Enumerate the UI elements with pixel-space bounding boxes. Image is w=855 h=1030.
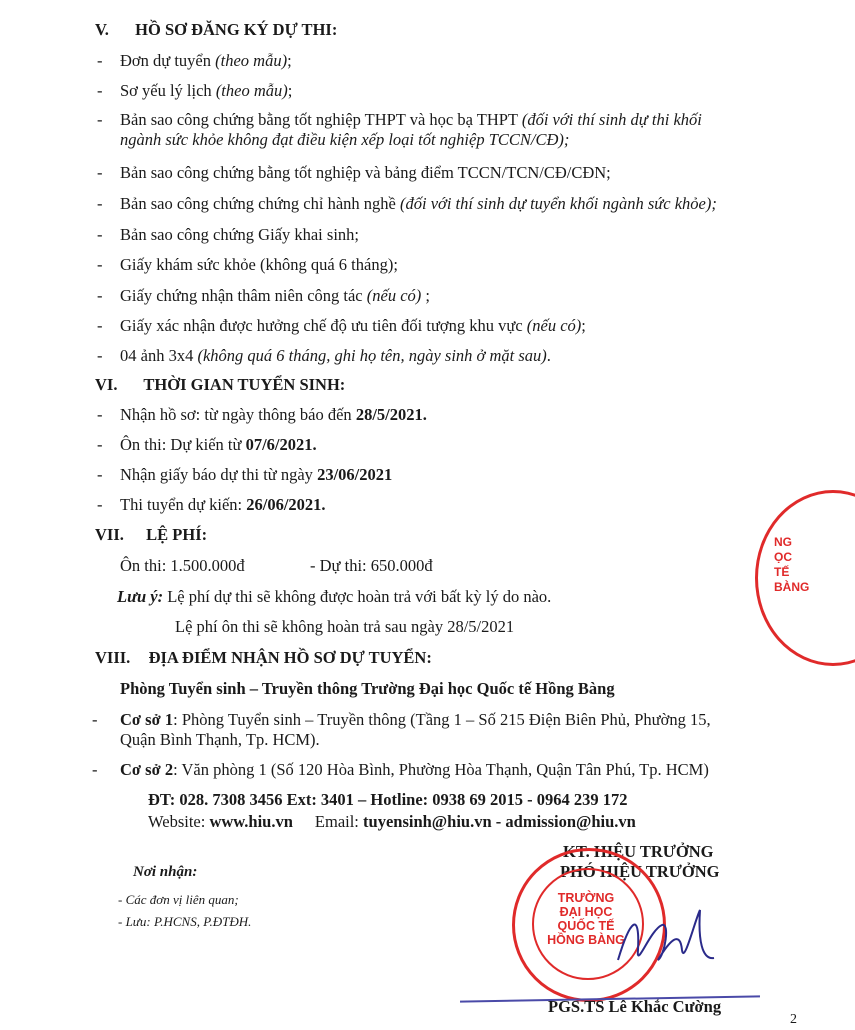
item-punct: ; — [287, 81, 293, 100]
website-link[interactable]: www.hiu.vn — [209, 812, 293, 831]
campus-1 — [120, 710, 711, 730]
seal-line: ỌC — [774, 550, 792, 564]
seal-line: TẾ — [774, 565, 790, 579]
item-text: Nhận giấy báo dự thi từ ngày — [120, 465, 318, 484]
list-item — [120, 286, 430, 306]
bullet-dash: - — [97, 163, 103, 182]
item-text: Ôn thi: Dự kiến từ — [120, 435, 246, 454]
bullet-dash: - — [97, 286, 103, 305]
seal-line: ĐẠI HỌC — [559, 905, 613, 919]
campus-address: : Văn phòng 1 (Số 120 Hòa Bình, Phường Hòa Thạnh, Quận Tân Phú, Tp. HCM) — [173, 760, 709, 779]
item-text: Đơn dự tuyển — [120, 51, 216, 70]
item-note: (không quá 6 tháng, ghi họ tên, ngày sinh ở mặt sau) — [197, 346, 547, 365]
bullet-dash: - — [97, 316, 103, 335]
item-text: Bản sao công chứng chứng chỉ hành nghề — [120, 194, 400, 213]
list-item: Bản sao công chứng bằng tốt nghiệp và bảng điểm TCCN/TCN/CĐ/CĐN; — [120, 163, 611, 182]
section-title: LỆ PHÍ: — [146, 525, 208, 544]
note-label: Lưu ý: — [117, 587, 164, 606]
bullet-dash: - — [97, 194, 103, 213]
item-note: (nếu có) — [526, 316, 582, 335]
item-text: Nhận hồ sơ: từ ngày thông báo đến — [120, 405, 356, 424]
seal-line: HỒNG BÀNG — [547, 933, 625, 947]
campus-label: Cơ sở 2 — [120, 760, 174, 779]
office-name: Phòng Tuyển sinh – Truyền thông Trường Đại học Quốc tế Hồng Bàng — [120, 679, 615, 698]
item-date: 28/5/2021. — [355, 405, 427, 424]
item-punct: ; — [421, 286, 430, 305]
item-text: Bản sao công chứng bằng tốt nghiệp THPT và học bạ THPT — [120, 110, 522, 129]
section-title: ĐỊA ĐIỂM NHẬN HỒ SƠ DỰ TUYỂN: — [148, 648, 432, 667]
web-label: Website: — [148, 812, 210, 831]
note-text: Lệ phí dự thi sẽ không được hoàn trả với bất kỳ lý do nào. — [163, 587, 552, 606]
bullet-dash: - — [97, 51, 103, 70]
item-note: (đối với thí sinh dự tuyển khối ngành sức khỏe); — [399, 194, 717, 213]
page-number: 2 — [790, 1012, 797, 1027]
item-punct: ; — [581, 316, 586, 335]
section-v-heading — [95, 20, 337, 40]
bullet-dash: - — [97, 110, 103, 129]
list-item — [120, 51, 292, 71]
seal-line: TRƯỜNG — [557, 891, 615, 905]
bullet-dash: - — [97, 405, 103, 424]
campus-2 — [120, 760, 709, 780]
item-date: 26/06/2021. — [246, 495, 326, 514]
bullet-dash: - — [97, 346, 103, 365]
contact-web — [148, 812, 636, 832]
section-vii-heading — [95, 525, 207, 545]
fee-review: Ôn thi: 1.500.000đ — [120, 556, 245, 575]
seal-text — [774, 535, 809, 595]
seal-line: QUỐC TẾ — [557, 919, 615, 933]
bullet-dash: - — [97, 255, 103, 274]
item-text: Thi tuyển dự kiến: — [120, 495, 247, 514]
section-title: HỒ SƠ ĐĂNG KÝ DỰ THI: — [135, 20, 338, 39]
campus-1-continuation: Quận Bình Thạnh, Tp. HCM). — [120, 730, 320, 749]
list-item: Giấy khám sức khỏe (không quá 6 tháng); — [120, 255, 398, 274]
list-item — [120, 346, 551, 366]
section-number: VIII. — [95, 648, 131, 667]
list-item — [120, 81, 292, 101]
recipient-item: - Lưu: P.HCNS, P.ĐTĐH. — [118, 914, 252, 929]
section-number: VII. — [95, 525, 124, 544]
list-item — [120, 435, 317, 455]
fee-exam: - Dự thi: 650.000đ — [310, 556, 433, 575]
campus-label: Cơ sở 1 — [120, 710, 174, 729]
list-item — [120, 465, 392, 485]
item-text: Giấy xác nhận được hưởng chế độ ưu tiên đối tượng khu vực — [120, 316, 527, 335]
signer-role-1: KT. HIỆU TRƯỞNG — [563, 842, 714, 861]
list-item-continuation: ngành sức khỏe không đạt điều kiện xếp loại tốt nghiệp TCCN/CĐ); — [120, 130, 570, 149]
bullet-dash: - — [92, 710, 98, 729]
recipient-item: - Các đơn vị liên quan; — [118, 892, 239, 907]
item-note: (nếu có) — [366, 286, 422, 305]
bullet-dash: - — [92, 760, 98, 779]
seal-line: BÀNG — [774, 580, 810, 594]
list-item — [120, 495, 326, 515]
bullet-dash: - — [97, 435, 103, 454]
signer-role-2: PHÓ HIỆU TRƯỞNG — [560, 862, 720, 881]
item-date: 07/6/2021. — [245, 435, 317, 454]
item-punct: . — [546, 346, 551, 365]
seal-stamp-partial — [755, 490, 855, 666]
item-note: (theo mẫu) — [215, 81, 288, 100]
item-punct: ; — [287, 51, 292, 70]
section-viii-heading — [95, 648, 432, 668]
contact-phone: ĐT: 028. 7308 3456 Ext: 3401 – Hotline: 0938 69 2015 - 0964 239 172 — [148, 790, 628, 809]
section-number: VI. — [95, 375, 118, 394]
item-note: (đối với thí sinh dự thi khối — [521, 110, 702, 129]
list-item — [120, 316, 586, 336]
fee-note-2: Lệ phí ôn thi sẽ không hoàn trả sau ngày 28/5/2021 — [175, 617, 515, 636]
campus-address: : Phòng Tuyển sinh – Truyền thông (Tầng 1 – Số 215 Điện Biên Phủ, Phường 15, — [173, 710, 711, 729]
bullet-dash: - — [97, 225, 103, 244]
item-note: (theo mẫu) — [215, 51, 288, 70]
recipients-title: Nơi nhận: — [133, 864, 198, 880]
list-item — [120, 194, 717, 214]
item-text: Sơ yếu lý lịch — [120, 81, 216, 100]
email-link[interactable]: tuyensinh@hiu.vn - admission@hiu.vn — [363, 812, 636, 831]
section-vi-heading — [95, 375, 345, 395]
section-title: THỜI GIAN TUYỂN SINH: — [143, 375, 346, 394]
list-item — [120, 405, 427, 425]
item-date: 23/06/2021 — [317, 465, 393, 484]
fee-note — [117, 587, 551, 607]
item-text: 04 ảnh 3x4 — [120, 346, 198, 365]
list-item: Bản sao công chứng Giấy khai sinh; — [120, 225, 359, 244]
section-number: V. — [95, 20, 109, 39]
bullet-dash: - — [97, 495, 103, 514]
bullet-dash: - — [97, 465, 103, 484]
item-text: Giấy chứng nhận thâm niên công tác — [120, 286, 367, 305]
email-label: Email: — [314, 812, 364, 831]
signer-name: PGS.TS Lê Khắc Cường — [548, 997, 722, 1016]
seal-line: NG — [774, 535, 792, 549]
handwritten-signature — [610, 900, 720, 980]
list-item — [120, 110, 702, 130]
bullet-dash: - — [97, 81, 103, 100]
